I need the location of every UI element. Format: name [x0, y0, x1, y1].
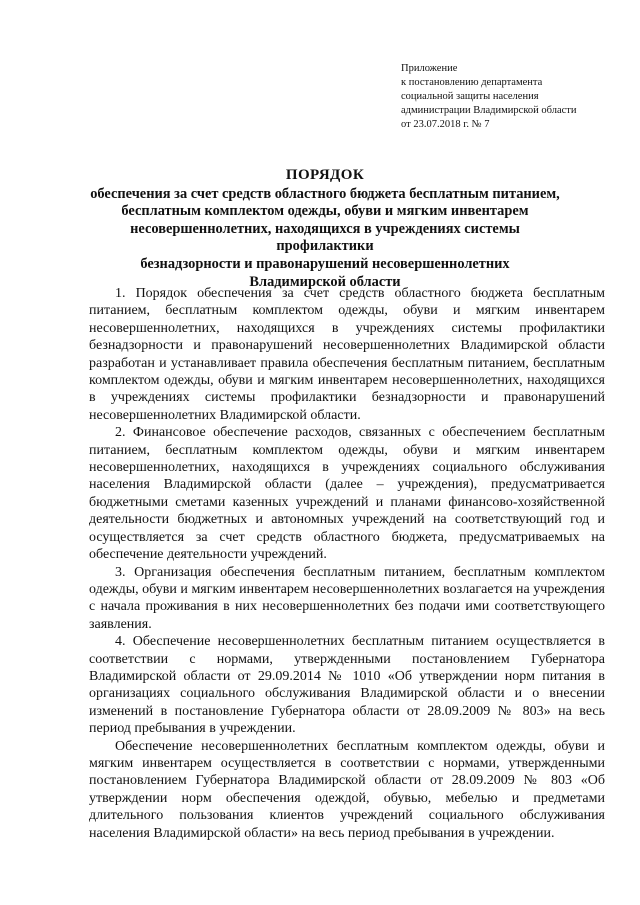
title-heading: ПОРЯДОК [285, 167, 365, 183]
paragraph-2: 2. Финансовое обеспечение расходов, связанных с обеспечением бесплатным питанием, бесплатным комплектом одежды, обуви и мягким инвентарем несовершеннолетних, находящихся в учреждениях социального обслуживания населения Владимирской области (далее – учреждения), предусматривается бюджетными сметами казенных учреждений и планами финансово-хозяйственной деятельности бюджетных и автономных учреждений на соответствующий год и осуществляется за счет средств областного бюджета, предусматриваемых на обеспечение деятельности учреждений. [89, 425, 605, 563]
title-line: несовершеннолетних, находящихся в учреждениях системы профилактики [130, 220, 520, 255]
paragraph-1: 1. Порядок обеспечения за счет средств областного бюджета бесплатным питанием, бесплатным комплектом одежды, обуви и мягким инвентарем несовершеннолетних, находящихся в учреждениях системы профилактики безнадзорности и правонарушений несовершеннолетних Владимирской области разработан и устанавливает правила обеспечения бесплатным питанием, бесплатным комплектом одежды, обуви и мягким инвентарем несовершеннолетних, находящихся в учреждениях системы профилактики безнадзорности и правонарушений несовершеннолетних Владимирской области. [89, 286, 605, 423]
appendix-line: Приложение [401, 63, 458, 74]
paragraph-3: 3. Организация обеспечения бесплатным питанием, бесплатным комплектом одежды, обуви и мягким инвентарем несовершеннолетних возлагается на учреждения с начала проживания в них несовершеннолетних без подачи ими соответствующего заявления. [89, 564, 605, 632]
document-title [85, 167, 565, 291]
appendix-line: администрации Владимирской области [401, 105, 577, 116]
paragraph-5: Обеспечение несовершеннолетних бесплатным комплектом одежды, обуви и мягким инвентарем осуществляется в соответствии с нормами, утвержденными постановлением Губернатора Владимирской области от 28.09.2009 № 803 «Об утверждении норм обеспечения одеждой, обувью, мебелью и предметами длительного пользования клиентов учреждений социального обслуживания населения Владимирской области» на весь период пребывания в учреждении. [89, 738, 605, 841]
title-line: бесплатным комплектом одежды, обуви и мягким инвентарем [121, 203, 529, 220]
appendix-line: социальной защиты населения [401, 91, 539, 102]
title-line: Владимирской области [249, 273, 401, 290]
paragraph-4: 4. Обеспечение несовершеннолетних бесплатным питанием осуществляется в соответствии с нормами, утвержденными постановлением Губернатора Владимирской области от 29.09.2014 № 1010 «Об утверждении норм питания в организациях социального обслуживания Владимирской области и о внесении изменений в постановление Губернатора области от 28.09.2009 № 803» на весь период пребывания в учреждении. [89, 634, 605, 737]
document-body [89, 285, 605, 842]
appendix-header [401, 62, 616, 132]
title-line: безнадзорности и правонарушений несовершеннолетних [140, 255, 510, 272]
appendix-line: к постановлению департамента [401, 77, 543, 88]
appendix-date-line: от 23.07.2018 г. № 7 [401, 119, 490, 130]
title-line: обеспечения за счет средств областного бюджета бесплатным питанием, [90, 185, 560, 202]
